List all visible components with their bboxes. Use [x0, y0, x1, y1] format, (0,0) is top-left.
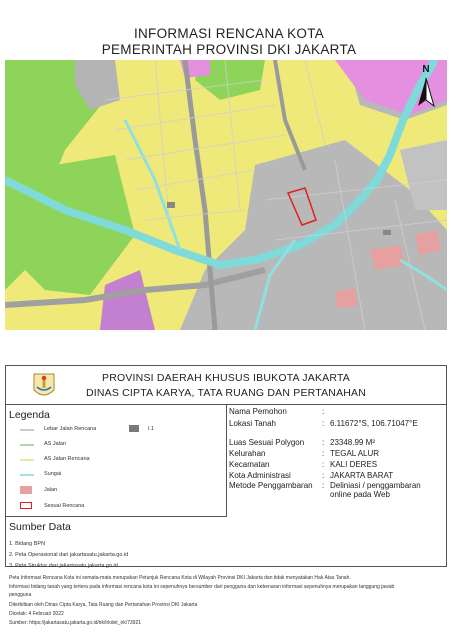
source-item: 2. Peta Operasional dari jakartasatu.jakarta.go.id: [9, 552, 129, 558]
legend-label: Sesuai Rencana: [44, 503, 85, 509]
footer-note: Dicetak: 4 Februari 2022: [9, 611, 64, 617]
legend-label: I.1: [148, 426, 155, 432]
footer-note: Informasi bidang tanah yang tertera pada informasi rencana kota ini sepenuhnya bersumber dari pengguna dan kebenaran informasi sepenuhnya merupakan tanggung jawab: [9, 584, 395, 590]
info-label: Metode Penggambaran: [229, 481, 313, 490]
info-colon: :: [322, 471, 325, 480]
map-canvas: [5, 60, 447, 330]
info-label: Nama Pemohon: [229, 407, 287, 416]
planned-road-axis-line-icon: [20, 458, 34, 462]
info-value: JAKARTA BARAT: [330, 471, 394, 480]
panel-divider: [226, 405, 227, 516]
footer-note: Sumber: https://jakartasatu.jakarta.go.id/irk/irkdet_irk/73921: [9, 620, 142, 626]
info-colon: :: [322, 419, 325, 428]
source-item: 3. Peta Struktur dari jakartasatu.jakarta.go.id: [9, 563, 118, 569]
info-label: Kelurahan: [229, 449, 266, 458]
source-item: 1. Bidang BPN: [9, 541, 46, 547]
info-colon: :: [322, 438, 325, 447]
info-label: Lokasi Tanah: [229, 419, 276, 428]
map-title-line1: INFORMASI RENCANA KOTA: [133, 26, 325, 41]
info-colon: :: [322, 407, 325, 416]
sources-title: Sumber Data: [9, 521, 71, 533]
info-colon: :: [322, 481, 325, 490]
footer-note: Peta Informasi Rencana Kota ini semata-mata merupakan Petunjuk Rencana Kota di Wilayah Provinsi DKI Jakarta dan tidak menyatakan Hak Atas Tanah.: [9, 575, 351, 581]
info-label: Kota Administrasi: [229, 471, 291, 480]
map-title-line2: PEMERINTAH PROVINSI DKI JAKARTA: [101, 42, 357, 57]
info-colon: :: [322, 449, 325, 458]
legend-label: Jalan: [44, 487, 58, 493]
footer-note: pengguna: [9, 592, 32, 598]
north-arrow: [413, 64, 439, 110]
org-name-line2: DINAS CIPTA KARYA, TATA RUANG DAN PERTANAHAN: [85, 387, 367, 399]
footer-note: Diterbitkan oleh Dinas Cipta Karya, Tata Ruang dan Pertanahan Provinsi DKI Jakarta: [9, 602, 198, 608]
road-fill-icon: [20, 486, 32, 494]
info-value: Deliniasi / penggambaran online pada Web: [330, 481, 421, 499]
info-colon: :: [322, 460, 325, 469]
legend-divider: [5, 516, 227, 517]
zone-swatch-icon: [129, 425, 139, 432]
road-width-line-icon: [20, 428, 34, 432]
city-plan-map[interactable]: [5, 60, 447, 330]
legend-label: AS Jalan: [44, 441, 67, 447]
info-value: KALI DERES: [330, 460, 378, 469]
info-label: Kecamatan: [229, 460, 270, 469]
north-label: N: [422, 64, 430, 75]
info-panel-header: [5, 365, 447, 405]
info-value: 6.11672°S, 106.71047°E: [330, 419, 418, 428]
legend-label: AS Jalan Rencana: [44, 456, 90, 462]
info-value: TEGAL ALUR: [330, 449, 380, 458]
legend-label: Lebar Jalan Rencana: [44, 426, 97, 432]
info-value: 23348.99 M²: [330, 438, 375, 447]
parcel-outline-icon: [20, 502, 32, 509]
road-axis-line-icon: [20, 443, 34, 447]
org-name-line1: PROVINSI DAERAH KHUSUS IBUKOTA JAKARTA: [102, 372, 350, 384]
legend-label: Sungai: [44, 471, 62, 477]
river-line-icon: [20, 473, 34, 477]
building-block: [167, 202, 175, 208]
info-label: Luas Sesuai Polygon: [229, 438, 305, 447]
legend-title: Legenda: [9, 409, 50, 421]
building-block: [383, 230, 391, 235]
